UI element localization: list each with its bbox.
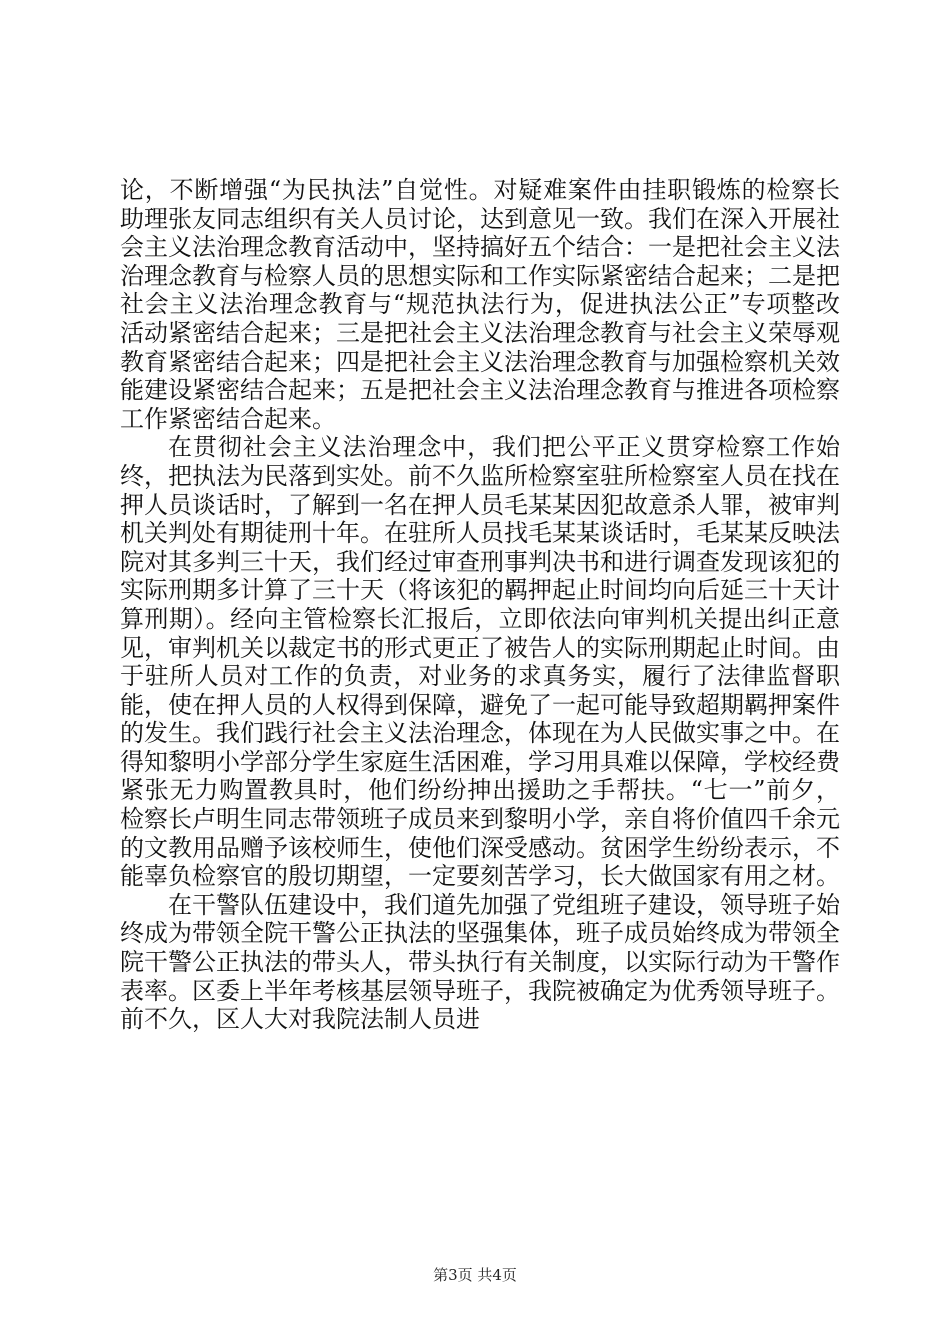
paragraph-2: 在贯彻社会主义法治理念中，我们把公平正义贯穿检察工作始终，把执法为民落到实处。前不久监所检察室驻所检察室人员在找在押人员谈话时，了解到一名在押人员毛某某因犯故意杀人罪，被审判机关判处有期徒刑十年。在驻所人员找毛某某谈话时，毛某某反映法院对其多判三十天，我们经过审查刑事判决书和进行调查发现该犯的实际刑期多计算了三十天（将该犯的羁押起止时间均向后延三十天计算刑期）。经向主管检察长汇报后，立即依法向审判机关提出纠正意见，审判机关以裁定书的形式更正了被告人的实际刑期起止时间。由于驻所人员对工作的负责，对业务的求真务实，履行了法律监督职能，使在押人员的人权得到保障，避免了一起可能导致超期羁押案件的发生。我们践行社会主义法治理念，体现在为人民做实事之中。在得知黎明小学部分学生家庭生活困难，学习用具难以保障，学校经费紧张无力购置教具时，他们纷纷抻出援助之手帮扶。“七一”前夕，检察长卢明生同志带领班子成员来到黎明小学，亲自将价值四千余元的文教用品赠予该校师生，使他们深受感动。贫困学生纷纷表示，不能辜负检察官的殷切期望，一定要刻苦学习，长大做国家有用之材。 xyxy=(120,433,840,891)
page-footer: 第3页 共4页 xyxy=(433,1266,517,1284)
paragraph-3: 在干警队伍建设中，我们道先加强了党组班子建设，领导班子始终成为带领全院干警公正执法的坚强集体，班子成员始终成为带领全院干警公正执法的带头人，带头执行有关制度，以实际行动为干警作表率。区委上半年考核基层领导班子，我院被确定为优秀领导班子。前不久，区人大对我院法制人员进 xyxy=(120,890,840,1034)
paragraph-1: 论，不断增强“为民执法”自觉性。对疑难案件由挂职锻炼的检察长助理张友同志组织有关人员讨论，达到意见一致。我们在深入开展社会主义法治理念教育活动中，坚持搞好五个结合：一是把社会主义法治理念教育与检察人员的思想实际和工作实际紧密结合起来；二是把社会主义法治理念教育与“规范执法行为，促进执法公正”专项整改活动紧密结合起来；三是把社会主义法治理念教育与社会主义荣辱观教育紧密结合起来；四是把社会主义法治理念教育与加强检察机关效能建设紧密结合起来；五是把社会主义法治理念教育与推进各项检察工作紧密结合起来。 xyxy=(120,176,840,433)
document-body xyxy=(120,176,840,1034)
